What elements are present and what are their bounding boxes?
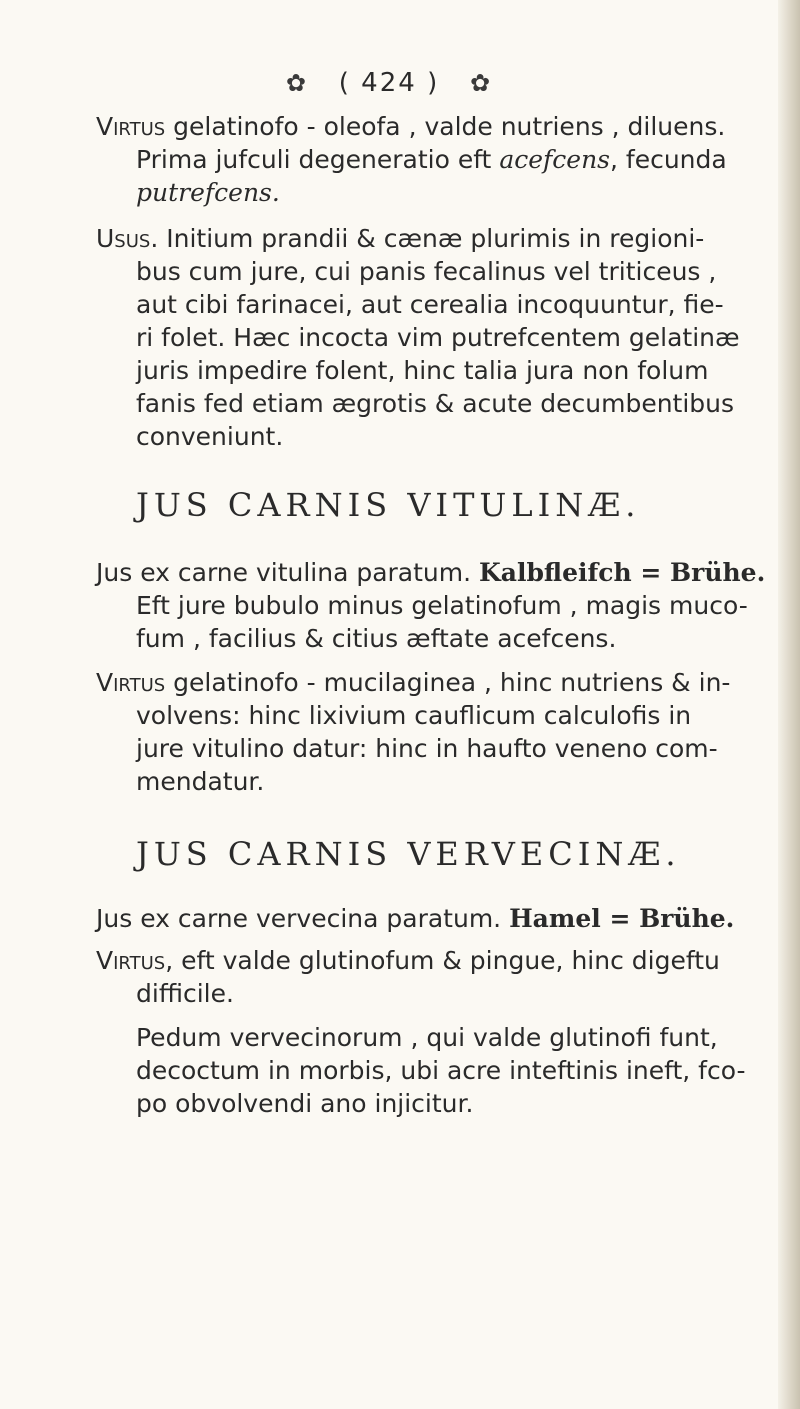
line-text: , eft valde glutinofum & pingue, hinc digeftu [165,946,720,975]
text-line [96,558,765,588]
virtus-lead: Virtus [96,112,166,141]
text-line [136,145,727,175]
section-heading: JUS CARNIS VITULINÆ. [136,486,641,524]
text-line [96,946,720,976]
text-line: ri folet. Hæc incocta vim putrefcentem gelatinæ [136,323,740,352]
text-line: bus cum jure, cui panis fecalinus vel triticeus , [136,257,717,286]
text-line: volvens: hinc lixivium cauflicum calculofis in [136,701,692,730]
text-line [96,224,704,254]
line-text: , fecunda [610,145,727,174]
text-line: fanis fed etiam ægrotis & acute decumbentibus [136,389,735,418]
page-edge-shadow [778,0,800,1409]
virtus-lead: Virtus [96,668,166,697]
line-text: Prima jufculi degeneratio eft [136,145,500,174]
line-text: gelatinofo - oleofa , valde nutriens , diluens. [165,112,726,141]
line-text: Jus ex carne vervecina paratum. [96,904,510,933]
italic-term: putrefcens. [136,178,280,207]
text-line: conveniunt. [136,422,284,451]
text-line [96,904,734,934]
ornament-left-icon: ✿ [285,69,308,97]
text-line [96,668,730,698]
page-header [0,68,778,98]
page-number: ( 424 ) [338,68,440,98]
text-line: difficile. [136,979,234,1008]
german-name: Kalbfleifch = Brühe. [479,558,766,587]
text-line: Eft jure bubulo minus gelatinofum , magis muco- [136,591,748,620]
text-line: decoctum in morbis, ubi acre inteftinis ineft, fco- [136,1056,746,1085]
text-line [96,112,725,142]
line-text: gelatinofo - mucilaginea , hinc nutriens & in- [165,668,731,697]
text-line: po obvolvendi ano injicitur. [136,1089,474,1118]
italic-term: acefcens [499,145,610,174]
line-text: Initium prandii & cænæ plurimis in regioni- [158,224,705,253]
ornament-right-icon: ✿ [470,69,493,97]
line-text: Jus ex carne vitulina paratum. [96,558,480,587]
usus-lead: Usus. [96,224,159,253]
virtus-lead: Virtus [96,946,166,975]
section-heading: JUS CARNIS VERVECINÆ. [136,835,681,873]
text-line: aut cibi farinacei, aut cerealia incoquuntur, fie- [136,290,724,319]
text-line: Pedum vervecinorum , qui valde glutinofi funt, [136,1023,718,1052]
text-line: juris impedire folent, hinc talia jura non folum [136,356,709,385]
text-line: mendatur. [136,767,265,796]
text-line: jure vitulino datur: hinc in haufto veneno com- [136,734,718,763]
german-name: Hamel = Brühe. [509,904,735,933]
text-line: fum , facilius & citius æftate acefcens. [136,624,617,653]
